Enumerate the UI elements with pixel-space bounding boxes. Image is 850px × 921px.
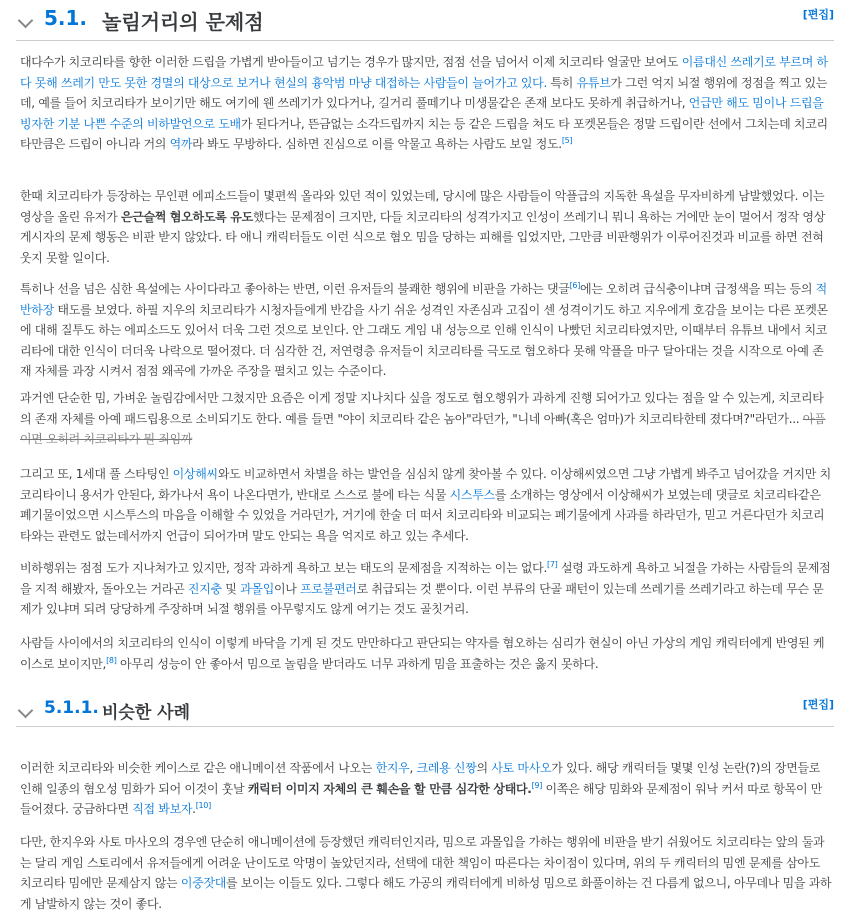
text-run: 가 된다거나, 뜬금없는 소각드립까지 치는 등 같은 드립을 쳐도 타 포켓몬들은 정말 드립이란 선에서 그치는데 치코리타만큼은 드립이 아니라 거의 xyxy=(20,116,828,152)
text-run: 를 소개하는 영상에서 이상해씨가 보였는데 댓글로 치코리타같은 폐기물이었으면 시스투스의 마음을 이해할 수 있었을 거라던가, 거기에 한술 더 떠서 치코리타와 비교되는 폐기물에게 사과를 하라던가, 믿고 거른다던가 치코리타와는 관련도 없는데서까지 언급이 되어가며 말도 안되는 욕을 억지로 하고 있는 추세다. xyxy=(20,487,825,543)
inline-link[interactable]: 크레용 신짱 xyxy=(416,761,477,775)
footnote-ref[interactable]: [6] xyxy=(569,281,581,290)
inline-link[interactable]: 시스투스 xyxy=(449,487,495,502)
footnote-ref[interactable]: [5] xyxy=(561,136,573,146)
subsection-heading[interactable] xyxy=(20,696,834,726)
paragraph xyxy=(20,832,832,914)
text-run: 와도 비교하면서 차별을 하는 발언을 심심치 않게 찾아볼 수 있다. 이상해씨였으면 그냥 가볍게 봐주고 넘어갔을 거지만 치코리타이니 용서가 안된다, 화가나서 욕이 나온다면가, 반대로 스스로 불에 타는 식물 xyxy=(20,467,831,502)
text-run: 했다는 문제점이 크지만, 다들 치코리타의 성격가지고 인성이 쓰레기니 뭐니 욕하는 거에만 눈이 멀어서 정작 영상 게시자의 문제 행동은 비판 받지 않았다. 타 애니 캐릭터들도 이런 식으로 혐오 밈을 당하는 피해를 입었지만, 그만큼 비판행위가 이루어진것과 비교를 하면 전혀 웃지 못할 일이다. xyxy=(20,209,826,265)
text-run: , xyxy=(409,761,417,775)
inline-link[interactable]: 과몰입 xyxy=(240,581,274,596)
paragraph xyxy=(20,633,832,674)
text-run: 및 xyxy=(221,581,241,596)
footnote-ref[interactable]: [8] xyxy=(106,655,117,665)
section-title: 놀림거리의 문제점 xyxy=(102,10,264,34)
inline-link[interactable]: 한지우 xyxy=(375,761,410,775)
subsection-title: 비슷한 사례 xyxy=(102,703,191,723)
edit-link[interactable]: [편집] xyxy=(802,698,834,711)
text-run: 태도를 보였다. 하필 지우의 치코리타가 시청자들에게 반감을 사기 쉬운 성격인 자존심과 고집이 센 성격이기도 하고 지우에게 호감을 보이는 다른 포켓몬에 대해 질투도 하는 에피소드도 있어서 더욱 그런 것으로 보인다. 안 그래도 게임 내 성능으로 인해 인식이 나빴던 치코리타였지만, 이때부터 유튜브 내에서 치코리타에 대한 인식이 더더욱 나락으로 떨어졌다. 더 심각한 건, 저연령층 유저들이 치코리타를 극도로 혐오하다 못해 악플을 마구 달아대는 것을 시작으로 아예 존재 자체를 과장 시켜서 점점 왜곡에 가까운 주장을 펼치고 있는 수준이다. xyxy=(20,302,828,379)
text-run: 이러한 치코리타와 비슷한 케이스로 같은 애니메이션 작품에서 나오는 xyxy=(20,761,376,775)
text-run: 특히나 선을 넘은 심한 욕설에는 사이다라고 좋아하는 반면, 이런 유저들의 불쾌한 행위에 비판을 가하는 댓글 xyxy=(20,282,570,296)
text-run: 에는 오히려 급식충이냐며 급정색을 띄는 등의 xyxy=(580,282,816,296)
text-run: 특히 xyxy=(547,75,577,90)
subsection-divider xyxy=(16,726,834,727)
text-run: 다만, 한지우와 사토 마사오의 경우엔 단순히 애니메이션에 등장했던 캐릭터인지라, 밈으로 과몰입을 가하는 행위에 비판을 받기 쉬웠어도 치코리타는 앞의 둘과는 달리 게임 스토리에서 유저들에게 어려운 난이도로 악명이 높았던지라, 선택에 대한 책임이 따른다는 차이점이 있다며, 위의 두 캐릭터의 밈엔 문제를 삼아도 치코리타 밈에만 문제삼지 않는 xyxy=(20,835,825,891)
text-run: 비하행위는 점점 도가 지나쳐가고 있지만, 정작 과하게 욕하고 보는 태도의 문제점을 지적하는 이는 없다. xyxy=(20,561,547,575)
text-run: 의 xyxy=(476,761,492,775)
footnote-ref[interactable]: [7] xyxy=(547,560,558,569)
strikethrough-text: 아픔이면 오히려 치코리타가 뭔 죄임까 xyxy=(20,411,826,447)
text-run: 를 보이는 이들도 있다. 그렇다 해도 가공의 캐릭터에게 비하성 밈으로 화풀이하는 건 다름게 없으니, 아무데나 밈을 과하게 남발하지 않는 것이 좋다. xyxy=(20,876,832,911)
inline-link[interactable]: 이름대신 쓰레기로 부르며 하다 못해 쓰레기 만도 못한 경멸의 대상으로 보거나 현실의 흉악범 마냥 대접하는 사람들이 늘어가고 있다. xyxy=(20,55,828,90)
text-run: . xyxy=(192,802,196,817)
inline-link[interactable]: 이중잣대 xyxy=(180,876,227,891)
paragraph xyxy=(20,279,832,382)
paragraph xyxy=(20,464,832,546)
footnote-ref[interactable]: [10] xyxy=(195,801,211,811)
chevron-down-icon[interactable] xyxy=(18,703,34,719)
text-run: 대다수가 치코리타를 향한 이러한 드립을 가볍게 받아들이고 넘기는 경우가 많지만, 점점 선을 넘어서 이제 치코리타 얼굴만 보여도 xyxy=(20,55,682,69)
text-run: 한때 치코리타가 등장하는 무인편 에피소드들이 몇편씩 올라와 있던 적이 있었는데, 당시에 많은 사람들이 악플급의 지독한 욕설을 무자비하게 남발했었다. 이는 영상을 올린 유저가 xyxy=(20,189,825,224)
inline-link[interactable]: 역까 xyxy=(169,137,193,152)
section-divider xyxy=(16,40,834,41)
inline-link[interactable]: 유튜브 xyxy=(576,75,611,90)
inline-link[interactable]: 언급만 해도 밈이나 드립을 빙자한 기분 나쁜 수준의 비하발언으로 도배 xyxy=(20,96,824,131)
text-run: 가 그런 억지 뇌절 행위에 정점을 찍고 있는데, 예를 들어 치코리타가 보이기만 해도 여기에 웬 쓰레기가 있다거나, 길거리 풀떼기나 미생물같은 존재 보다도 못하게 취급하거나, xyxy=(20,75,828,111)
text-run: 이나 xyxy=(274,581,301,596)
text-run: 그리고 또, 1세대 풀 스타팅인 xyxy=(20,467,173,481)
inline-link[interactable]: 사토 마사오 xyxy=(491,761,552,775)
edit-link[interactable]: [편집] xyxy=(802,8,834,21)
text-run: 아무리 성능이 안 좋아서 밈으로 놀림을 받더라도 너무 과하게 밈을 표출하는 것은 옳지 못하다. xyxy=(116,656,599,671)
inline-link[interactable]: 진지충 xyxy=(187,581,222,596)
paragraph xyxy=(20,52,832,155)
text-run: 설령 과도하게 욕하고 뇌절을 가하는 사람들의 문제점을 지적 해봤자, 돌아오는 거라곤 xyxy=(20,561,831,596)
text-run: 이쪽은 해당 밈화와 문제점이 워낙 커서 따로 항목이 만들어졌다. 궁금하다면 xyxy=(20,781,823,817)
inline-link[interactable]: 프로불편러 xyxy=(300,581,357,596)
inline-link[interactable]: 직접 봐보자 xyxy=(132,802,193,817)
chevron-down-icon[interactable] xyxy=(18,13,34,29)
bold-text: 캐릭터 이미지 자체의 큰 훼손을 할 만큼 심각한 상태다. xyxy=(247,781,532,796)
text-run: 로 취급되는 것 뿐이다. 이런 부류의 단골 패턴이 있는데 쓰레기를 쓰레기라고 하는데 무슨 문제가 있냐며 되려 당당하게 주장하며 뇌절 행위를 아무렇지도 않게 여기는 것도 골칫거리. xyxy=(20,581,824,617)
inline-link[interactable]: 이상해씨 xyxy=(172,467,218,481)
paragraph xyxy=(20,758,832,820)
text-run: 가 있다. 해당 캐릭터들 몇몇 인성 논란(?)의 장면들로 인해 일종의 혐오성 밈화가 되어 이것이 훗날 xyxy=(20,761,821,796)
footnote-ref[interactable]: [9] xyxy=(531,780,543,790)
paragraph xyxy=(20,558,832,620)
section-heading[interactable] xyxy=(20,6,834,36)
paragraph xyxy=(20,186,832,268)
text-run: 과거엔 단순한 밈, 가벼운 놀림감에서만 그쳤지만 요즘은 이게 정말 지나치다 싶을 정도로 혐오행위가 과하게 진행 되어가고 있다는 점을 알 수 있는게, 치코리타의 존재 자체를 아예 패드립용으로 소비되기도 한다. 예를 들면 "야이 치코리타 같은 놈아"라던가, "니네 아빠(혹은 엄마)가 치코리타한테 졌다며?"라던가... xyxy=(20,391,824,426)
paragraph xyxy=(20,388,832,450)
section-number[interactable]: 5.1. xyxy=(44,6,88,30)
subsection-number[interactable]: 5.1.1. xyxy=(44,698,99,718)
text-run: 라 봐도 무방하다. 심하면 진심으로 이를 악물고 욕하는 사람도 보일 정도. xyxy=(192,137,562,152)
inline-link[interactable]: 적반하장 xyxy=(20,282,827,317)
bold-text: 은근슬쩍 혐오하도록 유도 xyxy=(120,209,253,224)
text-run: 사람들 사이에서의 치코리타의 인식이 이렇게 바닥을 기게 된 것도 만만하다고 판단되는 약자를 혐오하는 심리가 현실이 아닌 가상의 게임 캐릭터에게 반영된 케이스로 보이지만, xyxy=(20,636,825,671)
